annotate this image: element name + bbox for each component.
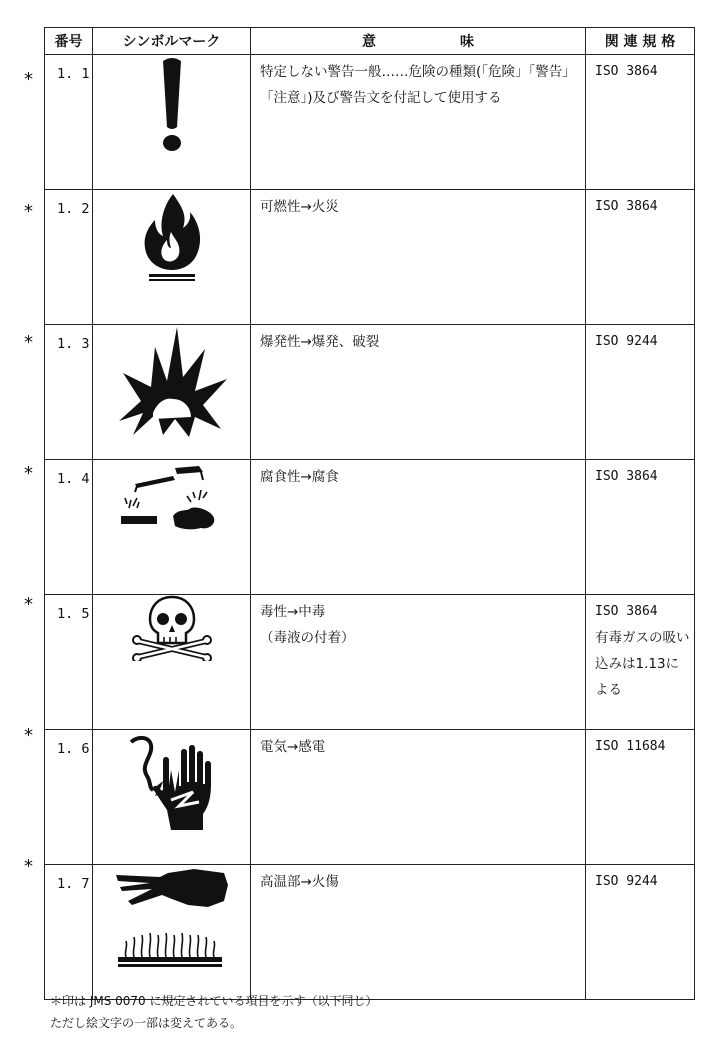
standard-cell (586, 460, 695, 595)
exclamation-icon (142, 55, 202, 155)
row-number: 1. 2 (45, 190, 93, 325)
row-marker: * (24, 856, 33, 877)
meaning-text: 腐食性→腐食 (260, 469, 339, 485)
row-marker: * (24, 69, 33, 90)
corrosion-icon (117, 460, 227, 540)
standard-cell (586, 55, 695, 190)
standard-code: ISO 9244 (595, 334, 658, 349)
table-row (45, 325, 695, 460)
symbol-table (44, 27, 695, 1000)
standard-code: ISO 3864 (595, 604, 658, 619)
standard-cell (586, 865, 695, 1000)
header-number: 番号 (45, 28, 93, 55)
symbol-cell (93, 325, 251, 460)
table-row (45, 190, 695, 325)
explosion-icon (113, 325, 231, 440)
table-row (45, 460, 695, 595)
meaning-cell (251, 190, 586, 325)
standard-code: ISO 3864 (595, 199, 658, 214)
standard-note: 有毒ガスの吸い込みは1.13による (595, 630, 690, 698)
meaning-text: 爆発性→爆発、破裂 (260, 334, 380, 350)
footnote-line: ただし絵文字の一部は変えてある。 (50, 1016, 243, 1030)
skull-crossbones-icon (132, 595, 212, 661)
header-standard: 関 連 規 格 (586, 28, 695, 55)
row-marker: * (24, 201, 33, 222)
table-row (45, 595, 695, 730)
footnote-line: ＊印は JMS 0070 に規定されている項目を示す（以下同じ） (50, 994, 378, 1008)
electric-shock-hand-icon (127, 730, 217, 835)
symbol-cell (93, 865, 251, 1000)
row-marker: * (24, 463, 33, 484)
table-header-row (45, 28, 695, 55)
meaning-cell (251, 865, 586, 1000)
row-number: 1. 4 (45, 460, 93, 595)
standard-code: ISO 9244 (595, 874, 658, 889)
symbol-cell (93, 190, 251, 325)
meaning-text: 特定しない警告一般……危険の種類(「危険」「警告」「注意」)及び警告文を付記して使用する (260, 64, 576, 106)
meaning-text: 電気→感電 (260, 739, 326, 755)
symbol-cell (93, 595, 251, 730)
row-marker: * (24, 332, 33, 353)
standard-cell (586, 595, 695, 730)
symbol-cell (93, 730, 251, 865)
meaning-text: 毒性→中毒 (260, 604, 326, 620)
header-symbol: シンボルマーク (93, 28, 251, 55)
standard-code: ISO 3864 (595, 469, 658, 484)
row-marker: * (24, 725, 33, 746)
standard-cell (586, 190, 695, 325)
meaning-text: 可燃性→火災 (260, 199, 339, 215)
meaning-cell (251, 595, 586, 730)
hot-surface-hand-icon (112, 865, 232, 970)
standard-code: ISO 11684 (595, 739, 666, 754)
row-number: 1. 5 (45, 595, 93, 730)
symbol-cell (93, 460, 251, 595)
standard-code: ISO 3864 (595, 64, 658, 79)
row-number: 1. 1 (45, 55, 93, 190)
meaning-text: 高温部→火傷 (260, 874, 339, 890)
standard-cell (586, 325, 695, 460)
header-meaning: 意 味 (251, 28, 586, 55)
meaning-cell (251, 460, 586, 595)
flame-icon (137, 190, 207, 285)
meaning-cell (251, 730, 586, 865)
table-row (45, 865, 695, 1000)
footnote (50, 990, 378, 1034)
meaning-subtext: （毒液の付着） (260, 630, 355, 646)
row-number: 1. 6 (45, 730, 93, 865)
meaning-cell (251, 325, 586, 460)
table-row (45, 730, 695, 865)
standard-cell (586, 730, 695, 865)
symbol-cell (93, 55, 251, 190)
table-row (45, 55, 695, 190)
row-marker: * (24, 594, 33, 615)
row-number: 1. 7 (45, 865, 93, 1000)
row-number: 1. 3 (45, 325, 93, 460)
meaning-cell (251, 55, 586, 190)
